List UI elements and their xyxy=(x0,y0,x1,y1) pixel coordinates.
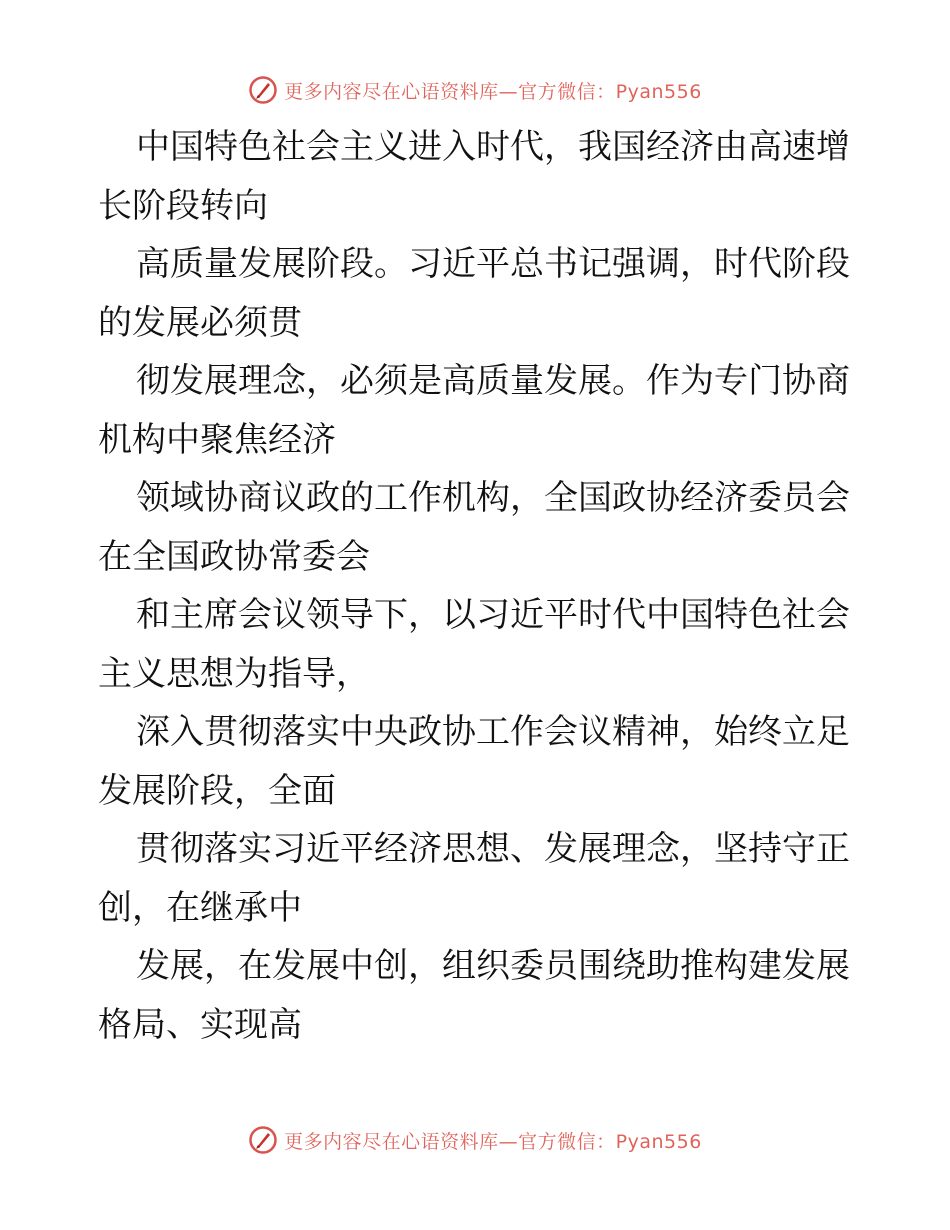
paragraph xyxy=(98,937,858,1054)
paragraph-line: 在全国政协常委会 xyxy=(98,536,370,577)
paragraph-line: 领域协商议政的工作机构，全国政协经济委员会 xyxy=(136,478,850,518)
footer-banner-text: 更多内容尽在心语资料库—官方微信：Pyan556 xyxy=(284,1130,702,1153)
quill-pen-icon xyxy=(248,1125,278,1155)
paragraph-line: 主义思想为指导， xyxy=(98,653,370,694)
paragraph-line: 发展，在发展中创，组织委员围绕助推构建发展 xyxy=(136,946,850,986)
paragraph-line: 格局、实现高 xyxy=(98,1004,302,1045)
header-banner-text: 更多内容尽在心语资料库—官方微信：Pyan556 xyxy=(284,80,702,103)
paragraph xyxy=(98,469,858,586)
paragraph-line: 的发展必须贯 xyxy=(98,302,302,343)
paragraph xyxy=(98,118,858,235)
paragraph xyxy=(98,586,858,703)
paragraph-line: 深入贯彻落实中央政协工作会议精神，始终立足 xyxy=(136,712,850,752)
paragraph-line: 长阶段转向 xyxy=(98,185,268,226)
paragraph-line: 高质量发展阶段。习近平总书记强调，时代阶段 xyxy=(136,244,850,284)
paragraph xyxy=(98,703,858,820)
header-banner xyxy=(0,70,950,110)
paragraph-line: 贯彻落实习近平经济思想、发展理念，坚持守正 xyxy=(136,829,850,869)
paragraph-line: 机构中聚焦经济 xyxy=(98,419,336,460)
paragraph-line: 中国特色社会主义进入时代，我国经济由高速增 xyxy=(136,127,850,167)
document-body xyxy=(98,118,858,1054)
paragraph-line: 创，在继承中 xyxy=(98,887,302,928)
paragraph xyxy=(98,352,858,469)
paragraph-line: 彻发展理念，必须是高质量发展。作为专门协商 xyxy=(136,361,850,401)
paragraph-line: 和主席会议领导下，以习近平时代中国特色社会 xyxy=(136,595,850,635)
quill-pen-icon xyxy=(248,75,278,105)
paragraph-line: 发展阶段，全面 xyxy=(98,770,336,811)
footer-banner xyxy=(0,1120,950,1160)
paragraph xyxy=(98,820,858,937)
paragraph xyxy=(98,235,858,352)
